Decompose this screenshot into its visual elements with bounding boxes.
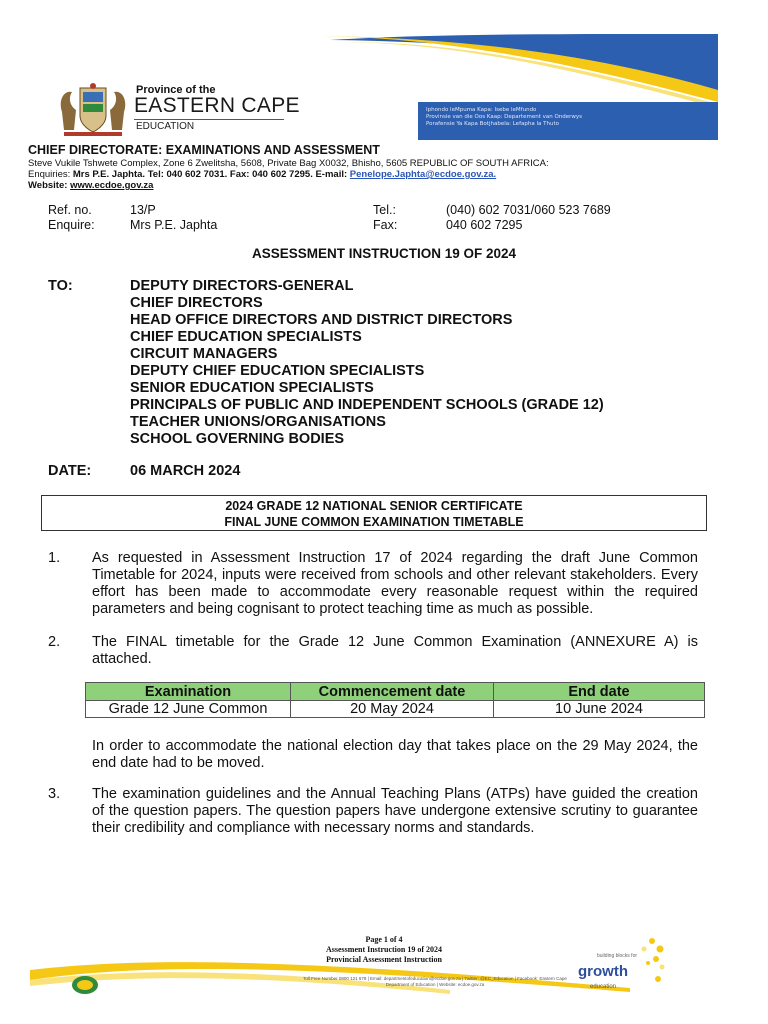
date-label: DATE: — [48, 463, 92, 479]
recipient-item: CIRCUIT MANAGERS — [130, 346, 278, 362]
subject-line-1: 2024 GRADE 12 NATIONAL SENIOR CERTIFICATE — [225, 499, 523, 513]
table-header-row — [86, 683, 705, 701]
footer-page-number: Page 1 of 4 — [365, 935, 403, 944]
footer-contact-text: Toll Free Number 0800 121 678 | Email: departmentofeducation@ecdoe.gov.za | Twitter: @EC_Education | Facebook: Eastern Cape Department of Education | Website: ecdoe.gov.za — [303, 976, 567, 987]
subject-box — [41, 495, 707, 531]
banner-line: Iphondo leMpuma Kapa: Isebe leMfundo — [426, 107, 537, 113]
language-banner — [418, 102, 718, 140]
instruction-title: ASSESSMENT INSTRUCTION 19 OF 2024 — [251, 246, 517, 261]
enquiries-details: Mrs P.E. Japhta. Tel: 040 602 7031. Fax: 040 602 7295. E-mail: — [72, 169, 348, 180]
enquiries-line — [28, 169, 496, 180]
department-name: EDUCATION — [136, 121, 195, 132]
website-line — [28, 180, 153, 191]
growth-logo-text: growth — [578, 963, 628, 980]
recipient-item: CHIEF EDUCATION SPECIALISTS — [130, 329, 362, 345]
growth-logo-subtext: education — [590, 984, 617, 990]
tel-value: (040) 602 7031/060 523 7689 — [446, 203, 611, 217]
recipient-item: CHIEF DIRECTORS — [130, 295, 263, 311]
paragraph-2-note: In order to accommodate the national election day that takes place on the 29 May 2024, the end date had to be moved. — [92, 738, 698, 771]
footer-document: Assessment Instruction 19 of 2024 — [326, 945, 442, 954]
paragraph-number: 1. — [48, 550, 61, 566]
recipient-item: SENIOR EDUCATION SPECIALISTS — [130, 380, 374, 396]
ref-value: 13/P — [130, 203, 156, 217]
header-divider — [134, 119, 284, 120]
footer-subtitle: Provincial Assessment Instruction — [326, 955, 442, 964]
column-header: End date — [494, 683, 705, 701]
recipient-item: HEAD OFFICE DIRECTORS AND DISTRICT DIRECTORS — [130, 312, 513, 328]
recipient-item: DEPUTY CHIEF EDUCATION SPECIALISTS — [130, 363, 425, 379]
subject-line-2: FINAL JUNE COMMON EXAMINATION TIMETABLE — [224, 515, 524, 529]
enquire-value: Mrs P.E. Japhta — [130, 218, 218, 232]
paragraph-number: 3. — [48, 786, 61, 802]
recipient-item: DEPUTY DIRECTORS-GENERAL — [130, 278, 354, 294]
banner-line: Provinsie van die Oos Kaap: Departement van Onderwys — [426, 114, 583, 120]
fax-label: Fax: — [373, 218, 398, 232]
province-name: EASTERN CAPE — [134, 94, 300, 117]
recipient-list — [130, 278, 604, 448]
recipient-item: SCHOOL GOVERNING BODIES — [130, 431, 345, 447]
fax-value: 040 602 7295 — [446, 218, 523, 232]
ndp-logo-icon — [70, 974, 100, 996]
coat-of-arms-icon — [54, 82, 132, 138]
website-link[interactable]: www.ecdoe.gov.za — [70, 180, 154, 191]
address-line: Steve Vukile Tshwete Complex, Zone 6 Zwelitsha, 5608, Private Bag X0032, Bhisho, 5605 REPUBLIC OF SOUTH AFRICA: — [28, 158, 549, 169]
paragraph-3: The examination guidelines and the Annual Teaching Plans (ATPs) have guided the creation of the question papers. The question papers have undergone extensive scrutiny to guarantee their credibility and compliance with necessary norms and standards. — [92, 786, 698, 836]
recipient-item: TEACHER UNIONS/ORGANISATIONS — [130, 414, 386, 430]
column-header: Examination — [86, 683, 291, 701]
date-value: 06 MARCH 2024 — [130, 463, 241, 479]
table-cell: Grade 12 June Common — [86, 701, 291, 718]
paragraph-1: As requested in Assessment Instruction 17 of 2024 regarding the draft June Common Timetable for 2024, inputs were received from schools and other relevant stakeholders. Every effort has been made to accommodate every reasonable request within the required parameters and being cognisant to protect teaching time as much as possible. — [92, 550, 698, 617]
table-cell: 10 June 2024 — [494, 701, 705, 718]
to-label: TO: — [48, 278, 73, 294]
paragraph-2: The FINAL timetable for the Grade 12 June Common Examination (ANNEXURE A) is attached. — [92, 634, 698, 667]
email-link[interactable]: Penelope.Japhta@ecdoe.gov.za. — [349, 169, 497, 180]
tel-label: Tel.: — [373, 203, 396, 217]
table-cell: 20 May 2024 — [291, 701, 494, 718]
banner-line: Porafensie Ya Kapa Botjhabela: Lefapha la Thuto — [426, 121, 559, 127]
table-row — [86, 701, 705, 718]
enquiries-prefix: Enquiries: — [28, 169, 71, 180]
website-label: Website: — [28, 180, 68, 191]
growth-tagline: building blocks for — [597, 953, 638, 959]
column-header: Commencement date — [291, 683, 494, 701]
chief-directorate-title: CHIEF DIRECTORATE: EXAMINATIONS AND ASSESSMENT — [28, 143, 380, 157]
paragraph-number: 2. — [48, 634, 61, 650]
ref-label: Ref. no. — [48, 203, 92, 217]
schedule-table — [85, 682, 705, 718]
enquire-label: Enquire: — [48, 218, 95, 232]
recipient-item: PRINCIPALS OF PUBLIC AND INDEPENDENT SCHOOLS (GRADE 12) — [130, 397, 604, 413]
province-of-text: Province of the — [136, 84, 216, 96]
